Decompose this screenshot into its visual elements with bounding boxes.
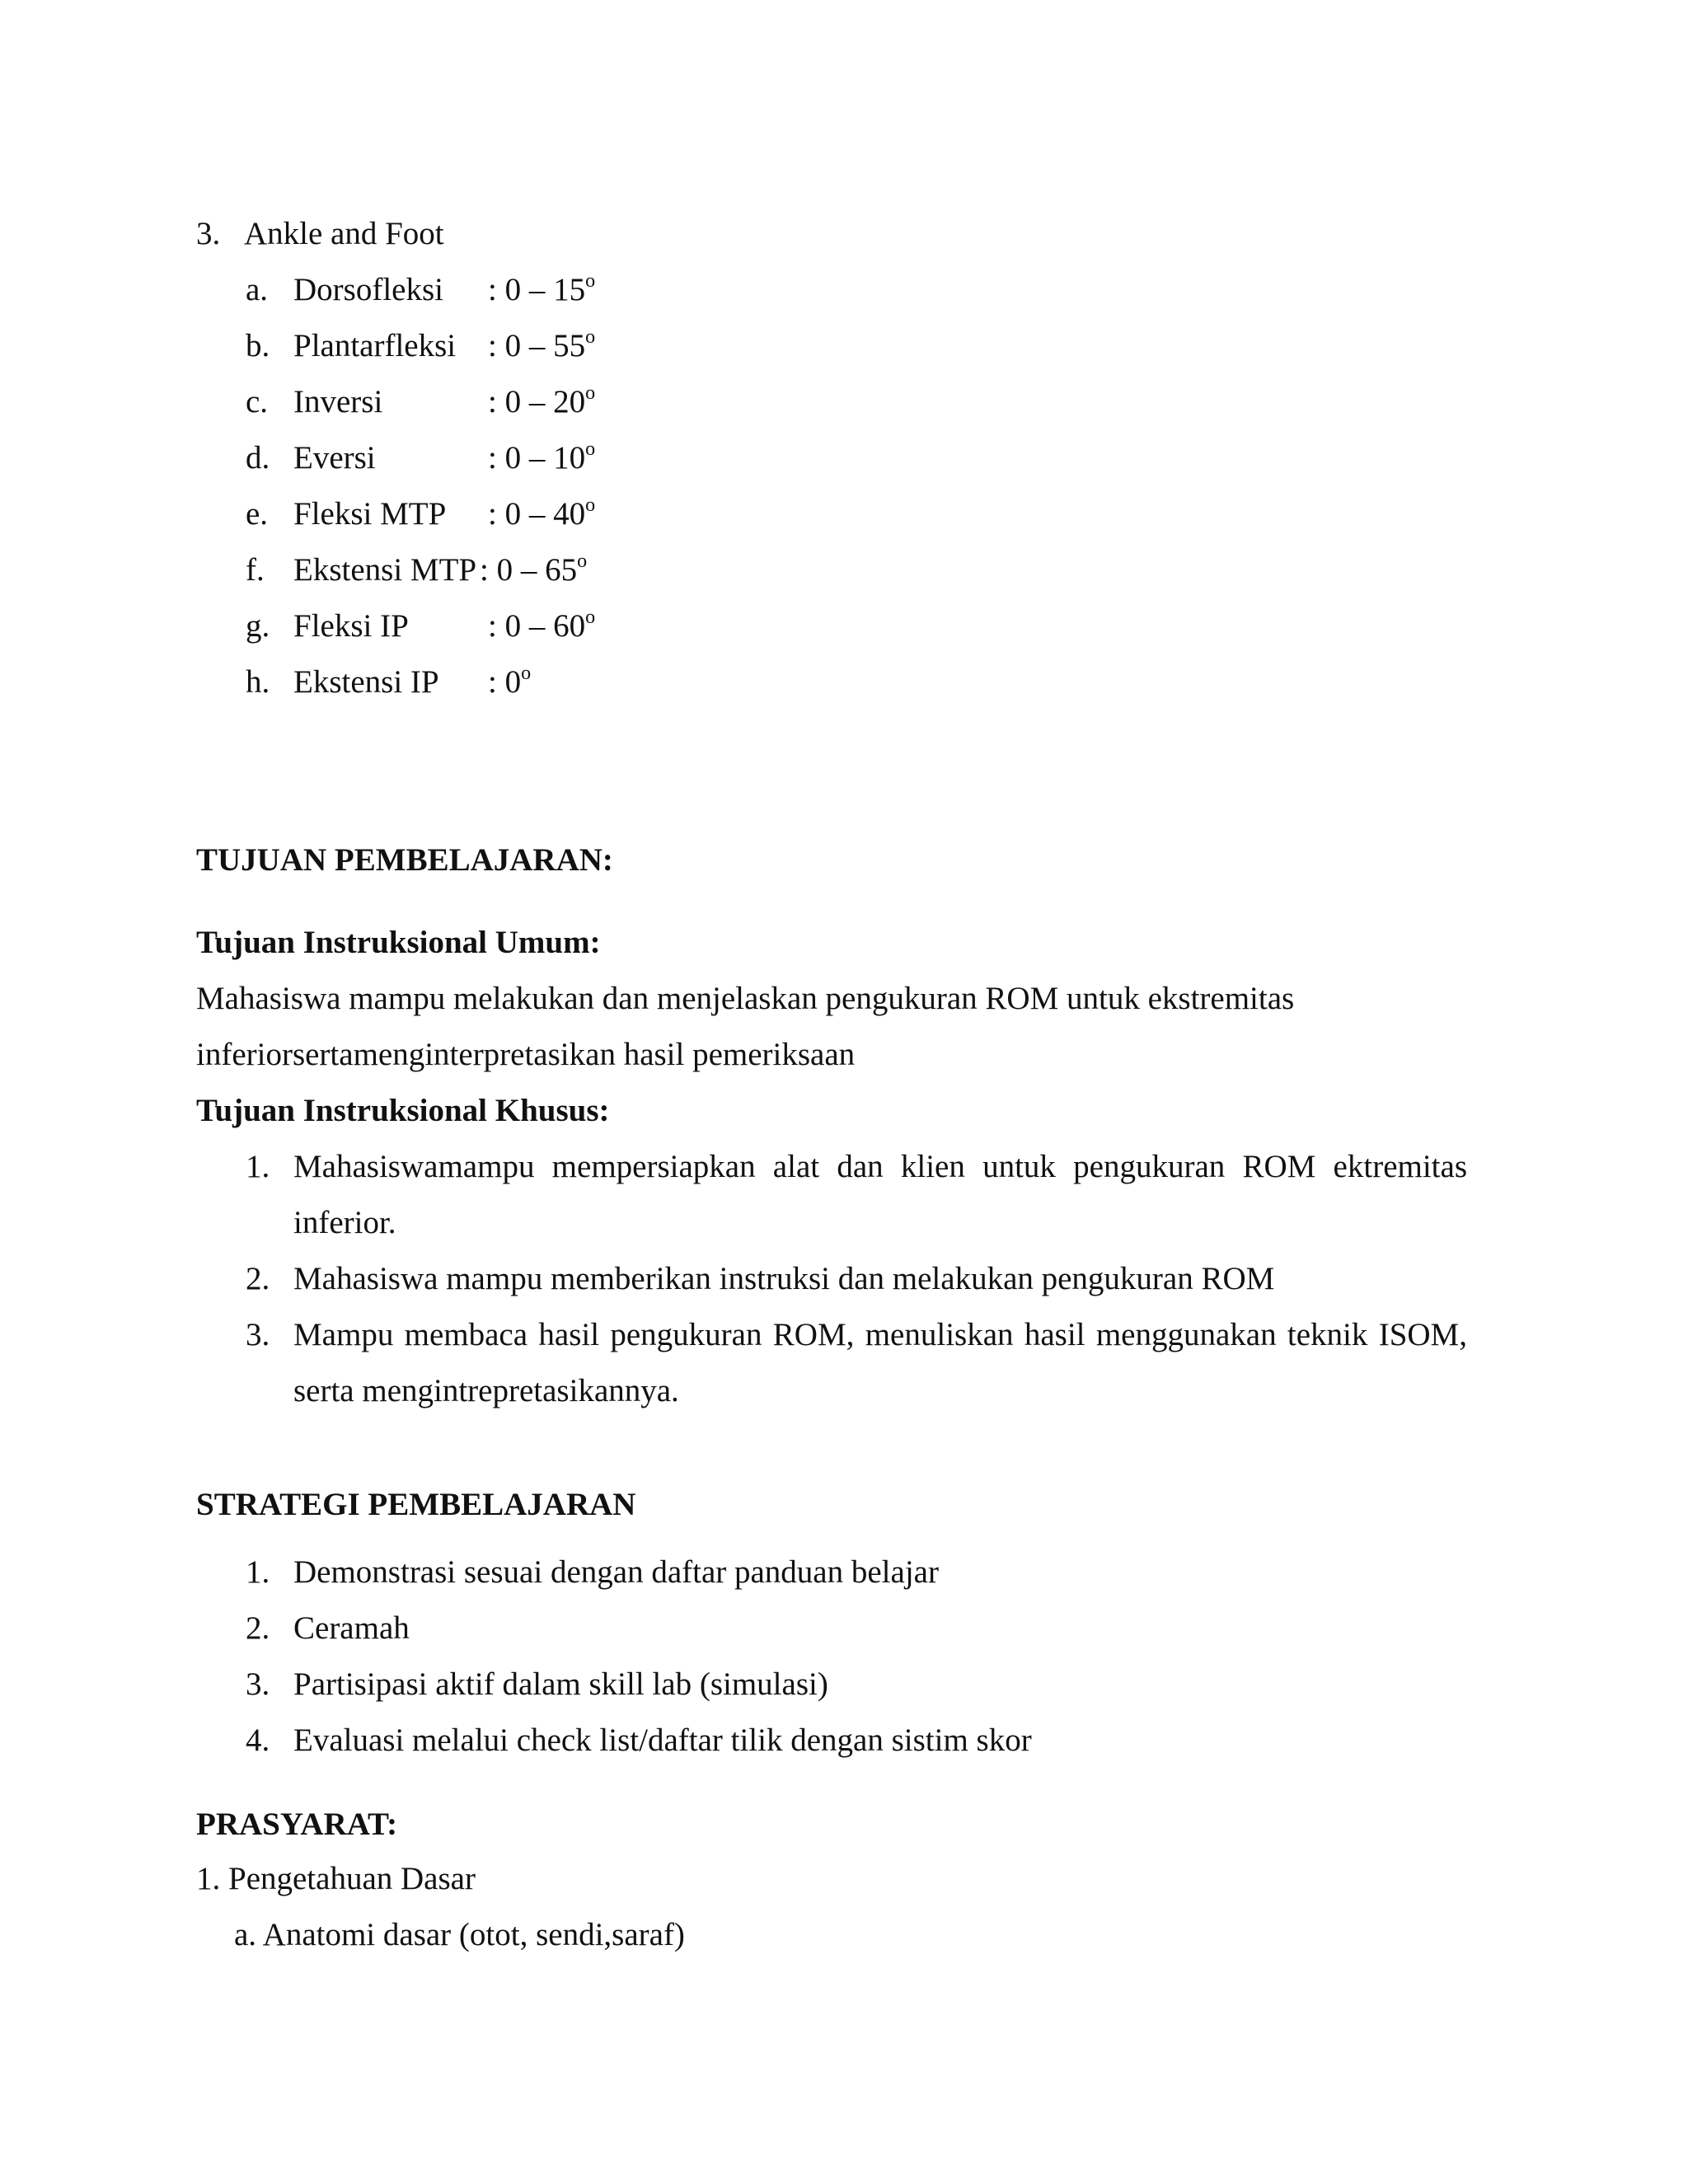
- item-name: Eversi: [293, 440, 376, 476]
- strategi-item-text: Demonstrasi sesuai dengan daftar panduan belajar: [293, 1554, 939, 1590]
- item-name: Fleksi MTP: [293, 496, 447, 532]
- item-value: : 0 – 15$^o$: [488, 270, 596, 307]
- item-value: : 0 – 55$^o$: [488, 326, 596, 363]
- tujuan-khusus-heading: Tujuan Instruksional Khusus:: [196, 1093, 610, 1128]
- strategi-item-text: Ceramah: [293, 1610, 410, 1646]
- item-value: : 0$^o$: [488, 663, 532, 700]
- item-letter: d.: [246, 440, 270, 476]
- item-value: : 0 – 65$^o$: [480, 551, 588, 588]
- item-letter: f.: [246, 552, 265, 588]
- khusus-item-text: Mahasiswamampu mempersiapkan alat dan klien untuk pengukuran ROM ektremitas: [293, 1149, 1467, 1184]
- item-name: Dorsofleksi: [293, 272, 443, 307]
- item-letter: e.: [246, 496, 269, 532]
- tujuan-umum-heading: Tujuan Instruksional Umum:: [196, 925, 601, 960]
- khusus-item-text-cont: inferior.: [293, 1205, 396, 1240]
- item-value: : 0 – 10$^o$: [488, 438, 596, 476]
- khusus-item-number: 3.: [246, 1317, 270, 1352]
- khusus-item-text-cont: serta mengintrepretasikannya.: [293, 1373, 679, 1408]
- item-letter: a.: [246, 272, 269, 307]
- item-letter: c.: [246, 384, 269, 419]
- prasyarat-item-1a: a. Anatomi dasar (otot, sendi,saraf): [234, 1917, 685, 1952]
- tujuan-heading: TUJUAN PEMBELAJARAN:: [196, 842, 613, 878]
- item-name: Inversi: [293, 384, 383, 419]
- strategi-item-number: 3.: [246, 1666, 270, 1702]
- khusus-item-text: Mahasiswa mampu memberikan instruksi dan melakukan pengukuran ROM: [293, 1261, 1275, 1296]
- section-number: 3.: [196, 216, 221, 251]
- item-letter: g.: [246, 608, 270, 644]
- strategi-item-number: 1.: [246, 1554, 270, 1590]
- khusus-item-number: 1.: [246, 1149, 270, 1184]
- item-name: Ekstensi MTP: [293, 552, 477, 588]
- item-name: Plantarfleksi: [293, 328, 457, 363]
- item-name: Fleksi IP: [293, 608, 409, 644]
- prasyarat-heading: PRASYARAT:: [196, 1807, 398, 1842]
- tujuan-umum-text-line2: inferiorsertamenginterpretasikan hasil pemeriksaan: [196, 1037, 856, 1072]
- strategi-item-number: 2.: [246, 1610, 270, 1646]
- strategi-heading: STRATEGI PEMBELAJARAN: [196, 1487, 636, 1522]
- item-letter: b.: [246, 328, 270, 363]
- strategi-item-text: Evaluasi melalui check list/daftar tilik dengan sistim skor: [293, 1722, 1032, 1758]
- strategi-item-number: 4.: [246, 1722, 270, 1758]
- section-title: Ankle and Foot: [244, 216, 444, 251]
- tujuan-umum-text-line1: Mahasiswa mampu melakukan dan menjelaskan pengukuran ROM untuk ekstremitas: [196, 981, 1295, 1016]
- khusus-item-text: Mampu membaca hasil pengukuran ROM, menuliskan hasil menggunakan teknik ISOM,: [293, 1317, 1467, 1352]
- item-value: : 0 – 40$^o$: [488, 494, 596, 532]
- item-name: Ekstensi IP: [293, 664, 439, 700]
- prasyarat-item-1: 1. Pengetahuan Dasar: [196, 1861, 476, 1896]
- item-letter: h.: [246, 664, 270, 700]
- strategi-item-text: Partisipasi aktif dalam skill lab (simulasi): [293, 1666, 828, 1702]
- item-value: : 0 – 20$^o$: [488, 382, 596, 419]
- item-value: : 0 – 60$^o$: [488, 607, 596, 644]
- khusus-item-number: 2.: [246, 1261, 270, 1296]
